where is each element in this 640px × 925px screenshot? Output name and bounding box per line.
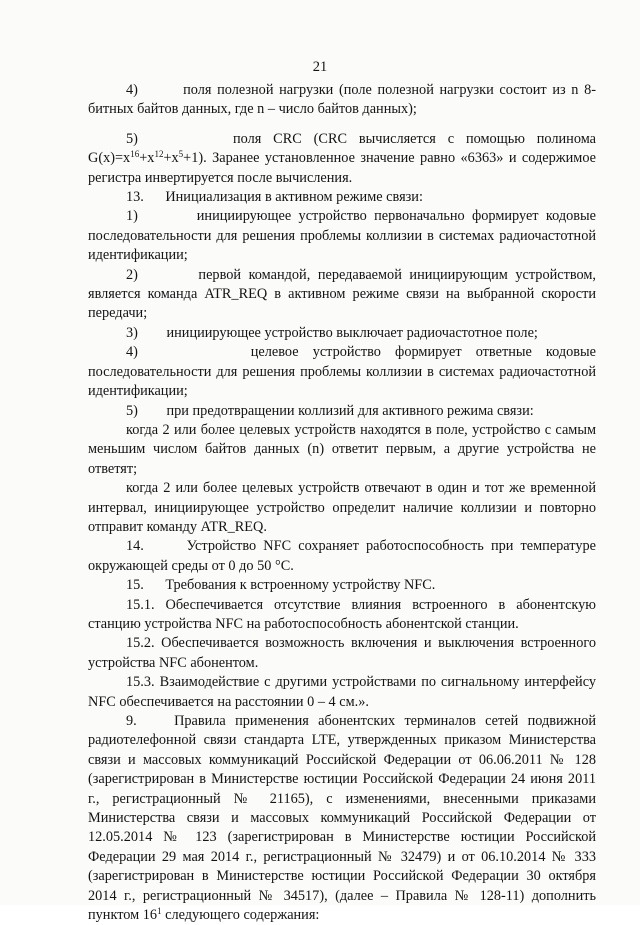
paragraph-section-9 <box>88 712 596 925</box>
paragraph-crc-field <box>88 130 596 188</box>
paragraph-13-1: 1) инициирующее устройство первоначально формирует кодовые последовательности для решения проблемы коллизии в системах радиочастотной идентификации; <box>88 208 596 264</box>
crc-text-end: +1). Заранее установленное значение равно «6363» и содержимое регистра инвертируется после вычисления. <box>88 150 596 186</box>
paragraph-15-2: 15.2. Обеспечивается возможность включения и выключения встроенного устройства NFC абонентом. <box>88 635 596 671</box>
crc-exponent-12: 12 <box>154 149 164 160</box>
paragraph-collision-case-1: когда 2 или более целевых устройств находятся в поле, устройство с самым меньшим числом байтов данных (n) ответит первым, а другие устройства не ответят; <box>88 421 596 477</box>
paragraph-13-3: 3) инициирующее устройство выключает радиочастотное поле; <box>126 324 538 341</box>
paragraph-15-1: 15.1. Обеспечивается отсутствие влияния встроенного в абонентскую станцию устройства NFC на работоспособность абонентской станции. <box>88 596 596 632</box>
crc-exponent-16: 16 <box>130 149 140 160</box>
paragraph-13-2: 2) первой командой, передаваемой инициирующим устройством, является команда ATR_REQ в активном режиме связи на выбранной скорости передачи; <box>88 266 596 322</box>
paragraph-13-4: 4) целевое устройство формирует ответные кодовые последовательности для решения проблемы коллизии в системах радиочастотной идентификации; <box>88 344 596 400</box>
crc-text-plus-1: +x <box>139 150 155 167</box>
point-16-superscript: 1 <box>157 906 162 917</box>
section-15-heading: 15. Требования к встроенному устройству NFC. <box>126 577 436 594</box>
crc-exponent-5: 5 <box>178 149 184 160</box>
paragraph-15-3: 15.3. Взаимодействие с другими устройствами по сигнальному интерфейсу NFC обеспечивается на расстоянии 0 – 4 см.». <box>88 674 596 710</box>
paragraph-collision-case-2: когда 2 или более целевых устройств отвечают в один и тот же временной интервал, инициирующее устройство определит наличие коллизии и повторно отправит команду ATR_REQ. <box>88 480 596 535</box>
section-13-heading: 13. Инициализация в активном режиме связи: <box>126 189 423 206</box>
section-9-text: 9. Правила применения абонентских терминалов сетей подвижной радиотелефонной связи стандарта LTE, утвержденных приказом Министерства связи и массовых коммуникаций Российской Федерации от 06.06.2011 № 128 (зарегистрирован в Министерстве юстиции Российской Федерации 24 июня 2011 г., регистрационный № 21165), с изменениями, внесенными приказами Министерства связи и массовых коммуникаций Российской Федерации от 12.05.2014 № 123 (зарегистрирован в Министерстве юстиции Российской Федерации 29 мая 2014 г., регистрационный № 32479) и от 06.10.2014 № 333 (зарегистрирован в Министерстве юстиции Российской Федерации 30 октября 2014 г., регистрационный № 34517), (далее – Правила № 128-11) дополнить пунктом 16 <box>88 713 596 924</box>
page-number: 21 <box>312 59 328 75</box>
paragraph-section-14: 14. Устройство NFC сохраняет работоспособность при температуре окружающей среды от 0 до 50 °С. <box>88 538 596 574</box>
paragraph-13-5: 5) при предотвращении коллизий для активного режима связи: <box>126 402 534 419</box>
crc-text-start: 5) поля CRC (CRC вычисляется с помощью полинома G(x)=x <box>88 130 596 167</box>
paragraph-payload-field: 4) поля полезной нагрузки (поле полезной нагрузки состоит из n 8-битных байтов данных, где n – число байтов данных); <box>88 82 596 118</box>
crc-text-plus-2: +x <box>163 150 179 167</box>
document-body <box>88 81 596 925</box>
section-9-text-end: следующего содержания: <box>161 907 320 924</box>
